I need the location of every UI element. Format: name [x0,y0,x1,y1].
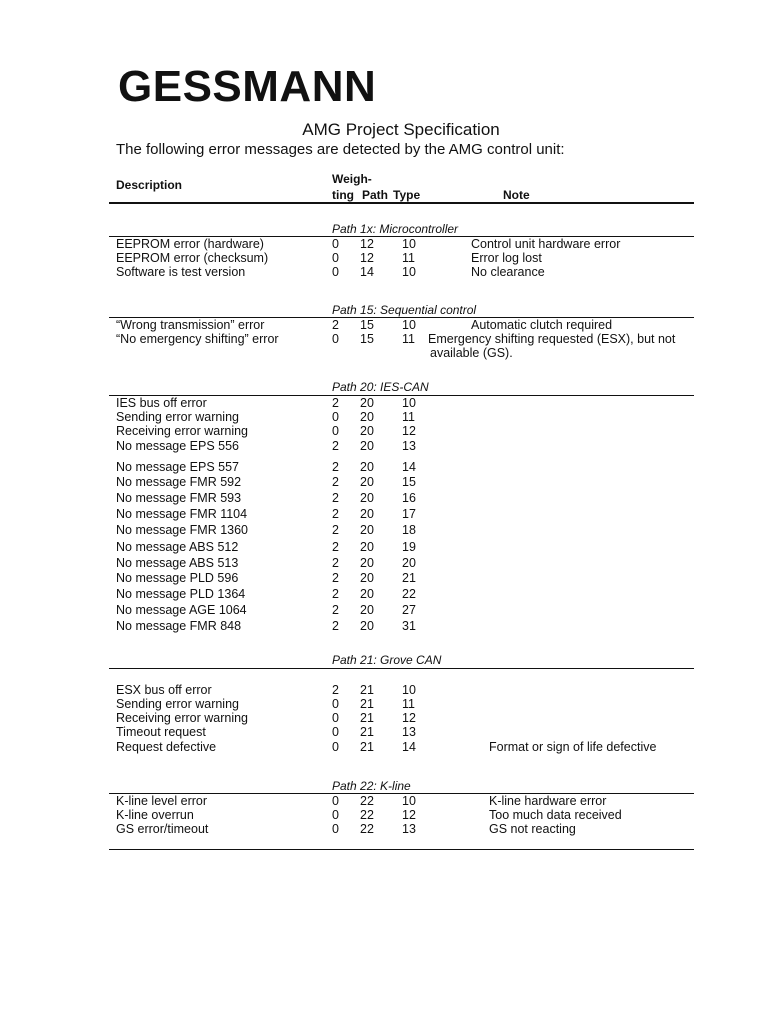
row-path: 20 [360,396,374,410]
row-description: No message FMR 592 [116,475,242,489]
row-weighting: 2 [332,540,339,554]
row-type: 12 [402,711,416,725]
row-description: No message FMR 1360 [116,523,249,537]
row-weighting: 0 [332,251,339,265]
row-weighting: 2 [332,556,339,570]
row-type: 17 [402,507,416,521]
row-description: Sending error warning [116,410,239,424]
row-path: 20 [360,475,374,489]
row-type: 19 [402,540,416,554]
table-row [0,794,768,809]
row-path: 21 [360,711,374,725]
row-path: 20 [360,507,374,521]
row-type: 14 [402,460,416,474]
row-type: 13 [402,439,416,453]
row-weighting: 2 [332,439,339,453]
section-title: Path 20: IES-CAN [332,380,429,394]
row-description: No message FMR 848 [116,619,242,633]
row-type: 10 [402,237,416,251]
table-row [0,460,768,475]
row-note: K-line hardware error [489,794,607,808]
row-path: 20 [360,571,374,585]
table-row [0,424,768,439]
table-row [0,556,768,571]
section-title: Path 1x: Microcontroller [332,222,459,236]
table-row [0,711,768,726]
row-description: No message FMR 1104 [116,507,248,521]
row-path: 20 [360,556,374,570]
row-weighting: 0 [332,237,339,251]
row-type: 31 [402,619,416,633]
row-weighting: 2 [332,507,339,521]
row-description: No message PLD 596 [116,571,239,585]
row-path: 20 [360,587,374,601]
header-note: Note [503,188,530,202]
row-weighting: 0 [332,794,339,808]
row-type: 12 [402,424,416,438]
row-weighting: 2 [332,318,339,332]
row-note: Format or sign of life defective [489,740,657,754]
table-row [0,725,768,740]
row-type: 15 [402,475,416,489]
row-path: 21 [360,683,374,697]
table-bottom-rule [109,849,694,850]
row-description: “No emergency shifting” error [116,332,279,346]
row-path: 14 [360,265,374,279]
row-type: 18 [402,523,416,537]
row-weighting: 0 [332,424,339,438]
row-type: 10 [402,794,416,808]
row-path: 20 [360,603,374,617]
document-title: AMG Project Specification [302,120,500,139]
header-rule [109,202,694,204]
header-path: Path [362,188,389,202]
section-rule [109,668,694,669]
table-row [0,619,768,634]
row-type: 20 [402,556,416,570]
row-type: 10 [402,683,416,697]
row-description: “Wrong transmission” error [116,318,265,332]
company-logo: GESSMANN [118,62,377,111]
row-type: 22 [402,587,416,601]
row-description: Timeout request [116,725,206,739]
table-row [0,439,768,454]
row-weighting: 2 [332,460,339,474]
row-path: 22 [360,808,374,822]
row-description: No message AGE 1064 [116,603,247,617]
row-note: GS not reacting [489,822,576,836]
table-row [0,523,768,538]
row-path: 12 [360,251,374,265]
row-weighting: 0 [332,332,339,346]
table-row [0,507,768,522]
row-description: ESX bus off error [116,683,212,697]
table-row [0,396,768,411]
row-weighting: 0 [332,740,339,754]
row-description: GS error/timeout [116,822,209,836]
row-type: 11 [402,251,415,265]
row-weighting: 0 [332,808,339,822]
table-row [0,740,768,755]
row-type: 11 [402,697,415,711]
row-weighting: 2 [332,619,339,633]
row-description: No message EPS 556 [116,439,239,453]
row-path: 20 [360,410,374,424]
row-path: 20 [360,619,374,633]
table-row [0,475,768,490]
row-description: Receiving error warning [116,424,249,438]
row-note: No clearance [471,265,545,279]
row-weighting: 2 [332,683,339,697]
row-weighting: 2 [332,475,339,489]
row-weighting: 2 [332,523,339,537]
row-weighting: 2 [332,571,339,585]
row-path: 21 [360,725,374,739]
row-weighting: 2 [332,587,339,601]
row-path: 22 [360,822,374,836]
table-row [0,571,768,586]
header-weighting-line1: Weigh- [332,172,372,186]
table-row [0,410,768,425]
row-path: 20 [360,439,374,453]
section-title: Path 21: Grove CAN [332,653,442,667]
section-title: Path 22: K-line [332,779,411,793]
table-row [0,332,768,347]
row-type: 13 [402,822,416,836]
row-path: 21 [360,740,374,754]
table-row [0,540,768,555]
row-path: 12 [360,237,374,251]
row-description: IES bus off error [116,396,207,410]
row-description: Software is test version [116,265,246,279]
row-description: No message ABS 513 [116,556,239,570]
table-row [0,318,768,333]
table-row [0,491,768,506]
table-row [0,603,768,618]
table-row [0,587,768,602]
row-path: 21 [360,697,374,711]
header-type: Type [393,188,421,202]
row-path: 22 [360,794,374,808]
table-row [0,265,768,280]
row-description: Request defective [116,740,217,754]
row-path: 20 [360,540,374,554]
row-description: No message EPS 557 [116,460,239,474]
row-description: EEPROM error (hardware) [116,237,264,251]
table-row [0,822,768,837]
row-description: Sending error warning [116,697,239,711]
row-type: 16 [402,491,416,505]
row-path: 20 [360,523,374,537]
row-note: Too much data received [489,808,622,822]
row-weighting: 0 [332,265,339,279]
row-type: 12 [402,808,416,822]
row-type: 27 [402,603,416,617]
row-weighting: 2 [332,603,339,617]
row-weighting: 2 [332,491,339,505]
row-weighting: 0 [332,822,339,836]
row-note: Error log lost [471,251,542,265]
row-type: 13 [402,725,416,739]
table-row [0,697,768,712]
table-row [0,808,768,823]
row-description: Receiving error warning [116,711,249,725]
row-description: K-line level error [116,794,208,808]
row-weighting: 0 [332,410,339,424]
row-weighting: 0 [332,725,339,739]
table-row [0,251,768,266]
row-description: K-line overrun [116,808,194,822]
row-type: 11 [402,332,415,346]
row-note-continuation: available (GS). [430,346,513,360]
row-path: 20 [360,491,374,505]
row-weighting: 0 [332,697,339,711]
table-row [0,237,768,252]
row-description: No message ABS 512 [116,540,239,554]
row-path: 20 [360,460,374,474]
row-weighting: 0 [332,711,339,725]
row-note: Automatic clutch required [471,318,613,332]
section-title: Path 15: Sequential control [332,303,477,317]
row-note: Control unit hardware error [471,237,621,251]
row-type: 10 [402,396,416,410]
row-type: 21 [402,571,416,585]
row-type: 11 [402,410,415,424]
row-type: 14 [402,740,416,754]
row-path: 15 [360,332,374,346]
header-weighting-line2: ting [332,188,354,202]
row-type: 10 [402,318,416,332]
row-description: No message FMR 593 [116,491,242,505]
row-type: 10 [402,265,416,279]
intro-text: The following error messages are detected by the AMG control unit: [116,141,565,158]
header-description: Description [116,178,183,192]
table-row [0,683,768,698]
row-note: Emergency shifting requested (ESX), but not [428,332,676,346]
row-weighting: 2 [332,396,339,410]
row-description: No message PLD 1364 [116,587,246,601]
row-path: 20 [360,424,374,438]
row-description: EEPROM error (checksum) [116,251,269,265]
row-path: 15 [360,318,374,332]
